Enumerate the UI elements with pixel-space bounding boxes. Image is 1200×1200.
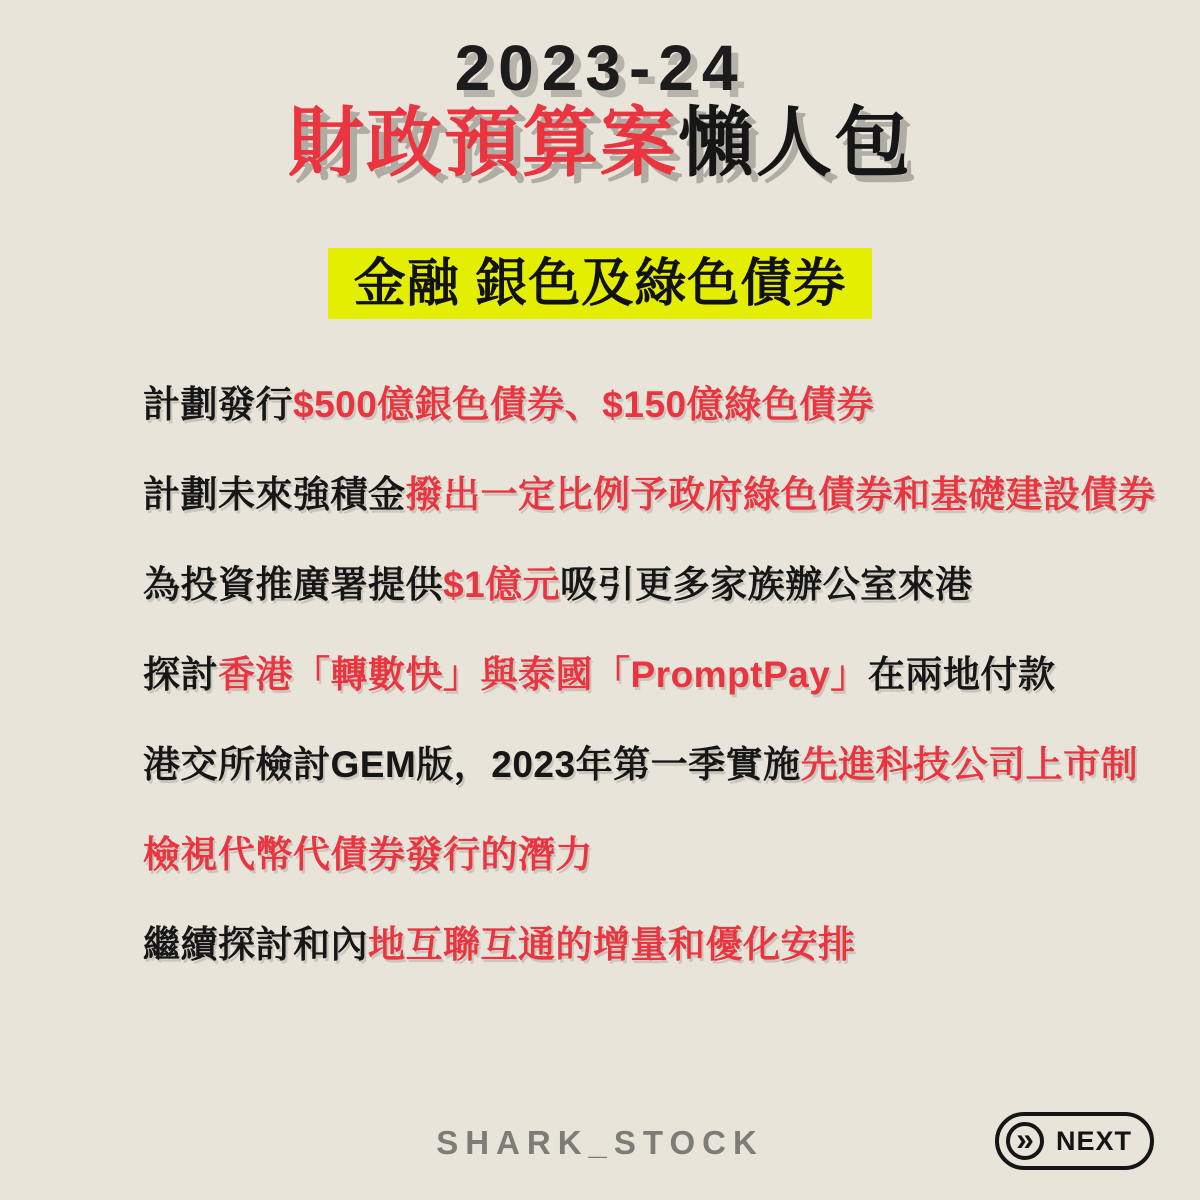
bullet-segment: $1億元 [443, 564, 561, 605]
next-button[interactable] [995, 1112, 1154, 1170]
bullet-segment: 港交所檢討GEM版，2023年第一季實施 [143, 744, 801, 785]
bullet-segment: 先進科技公司上市制 [800, 744, 1139, 785]
bullet-line [143, 834, 1160, 876]
bullet-line [143, 474, 1160, 516]
bullet-segment: 為投資推廣署提供 [143, 564, 443, 605]
bullet-segment: 香港「轉數快」與泰國「PromptPay」 [218, 654, 868, 695]
page-title [0, 101, 1200, 186]
bullet-segment: 計劃未來強積金 [143, 474, 406, 515]
page-title-red-segment: 財政預算案 [288, 101, 678, 186]
bullet-list [143, 384, 1160, 1014]
bullet-segment: $500億銀色債券、$150億綠色債券 [293, 384, 875, 425]
watermark: SHARK_STOCK [436, 1124, 764, 1161]
bullet-line [143, 924, 1160, 966]
section-badge-row [0, 248, 1200, 319]
bullet-segment: 繼續探討和內 [143, 924, 368, 965]
bullet-line [143, 744, 1160, 786]
bullet-segment: 撥出一定比例予政府綠色債券和基礎建設債券 [405, 474, 1156, 515]
bullet-segment: 檢視代幣代債券發行的潛力 [143, 834, 593, 875]
bullet-segment: 計劃發行 [143, 384, 293, 425]
bullet-segment: 地互聯互通的增量和優化安排 [368, 924, 856, 965]
year-title: 2023-24 [454, 32, 746, 104]
bullet-line [143, 384, 1160, 426]
bullet-segment: 探討 [143, 654, 218, 695]
double-chevron-glyph: » [1016, 1120, 1034, 1157]
double-chevron-right-icon [1006, 1122, 1044, 1160]
bullet-line [143, 654, 1160, 696]
bullet-segment: 吸引更多家族辦公室來港 [560, 564, 973, 605]
page-title-black-segment: 懶人包 [678, 101, 912, 186]
section-badge: 金融 銀色及綠色債券 [328, 248, 872, 319]
bullet-line [143, 564, 1160, 606]
next-button-label: NEXT [1055, 1125, 1132, 1156]
bullet-segment: 在兩地付款 [867, 654, 1056, 695]
